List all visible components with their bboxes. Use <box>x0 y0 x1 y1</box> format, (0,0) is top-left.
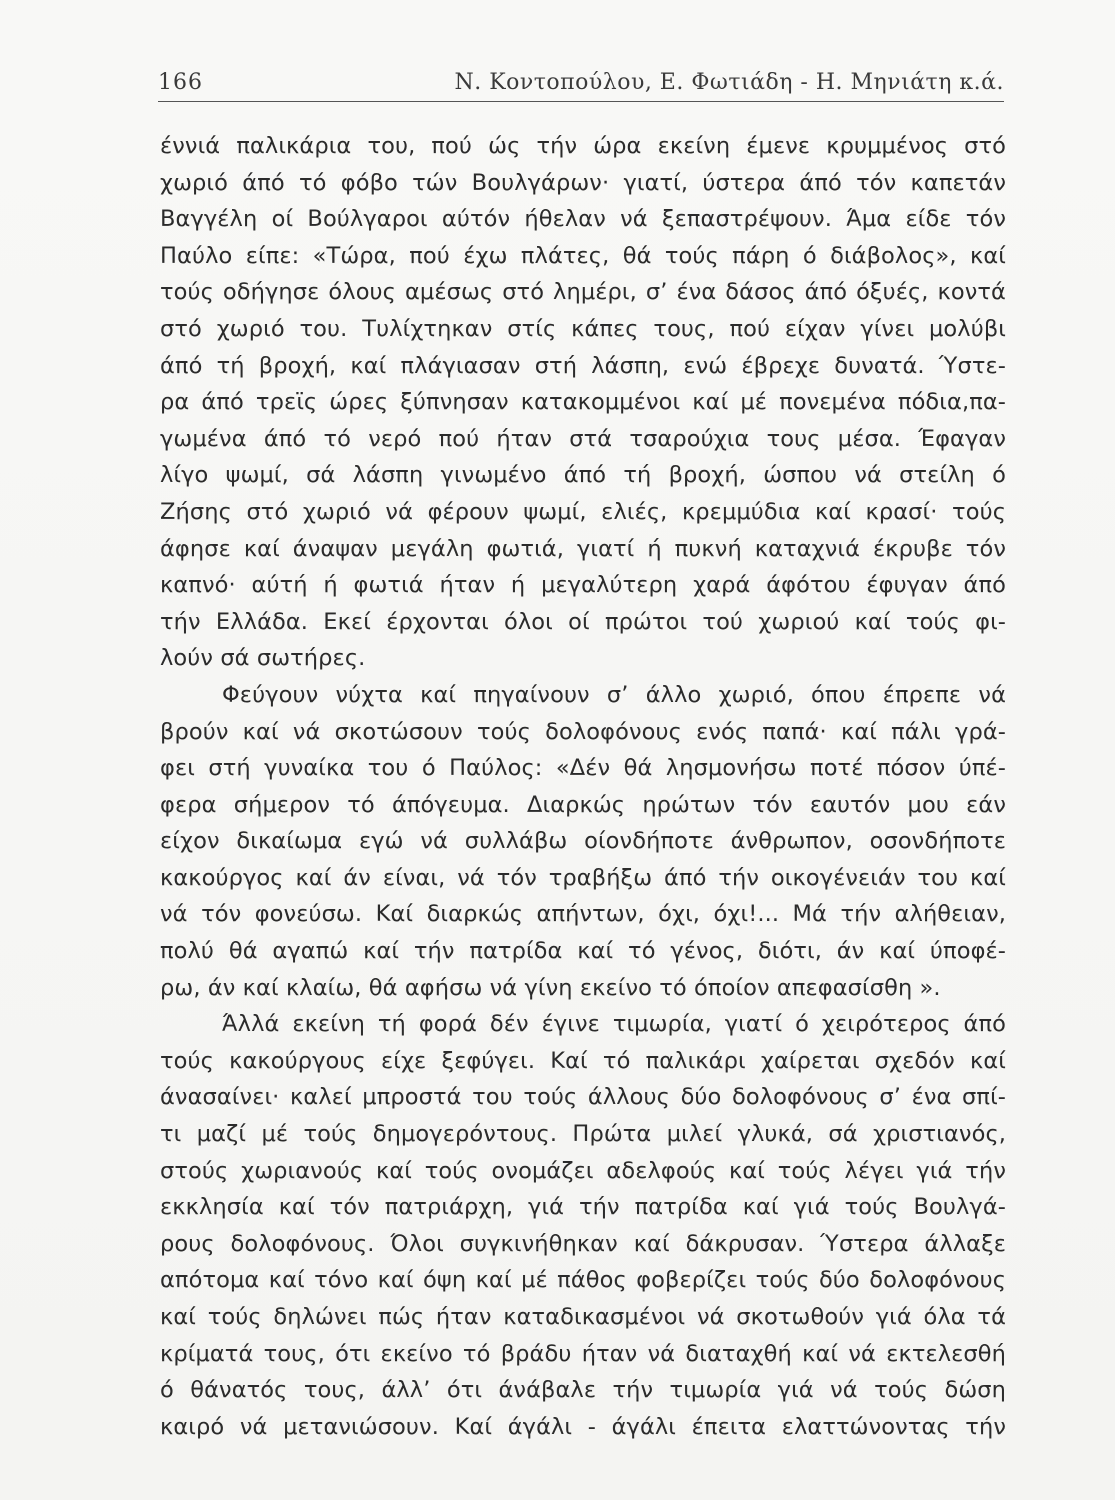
header-authors: Ν. Κοντοπούλου, Ε. Φωτιάδη - Η. Μηνιάτη κ.ά. <box>454 70 1004 95</box>
text-line: στό χωριό του. Τυλίχτηκαν στίς κάπες τους, πού είχαν γίνει μολύβι <box>160 315 1006 342</box>
text-line: γωμένα άπό τό νερό πού ήταν στά τσαρούχια τους μέσα. Έφαγαν <box>160 425 1006 452</box>
text-line: απότομα καί τόνο καί όψη καί μέ πάθος φοβερίζει τούς δύο δολοφόνους <box>160 1267 1006 1294</box>
text-line: Άλλά εκείνη τή φορά δέν έγινε τιμωρία, γιατί ό χειρότερος άπό <box>222 1011 1006 1038</box>
header-rule <box>158 101 1004 102</box>
text-line: καιρό νά μετανιώσουν. Καί άγάλι - άγάλι έπειτα ελαττώνοντας τήν <box>160 1413 1006 1440</box>
text-line: τι μαζί μέ τούς δημογερόντους. Πρώτα μιλεί γλυκά, σά χριστιανός, <box>160 1121 1006 1148</box>
body-text <box>160 128 1006 1445</box>
text-line: Βαγγέλη οί Βούλγαροι αύτόν ήθελαν νά ξεπαστρέψουν. Άμα είδε τόν <box>160 206 1006 233</box>
text-line: άνασαίνει· καλεί μπροστά του τούς άλλους δύο δολοφόνους σ’ ένα σπί- <box>160 1084 1006 1111</box>
text-line: Ζήσης στό χωριό νά φέρουν ψωμί, ελιές, κρεμμύδια καί κρασί· τούς <box>160 498 1006 525</box>
text-line: είχον δικαίωμα εγώ νά συλλάβω οίονδήποτε άνθρωπον, οσονδήποτε <box>160 828 1006 855</box>
text-line: νά τόν φονεύσω. Καί διαρκώς απήντων, όχι, όχι!... Μά τήν αλήθειαν, <box>160 901 1006 928</box>
text-line: ρω, άν καί κλαίω, θά αφήσω νά γίνη εκείνο τό όποίον απεφασίσθη ». <box>160 974 941 1001</box>
text-line: λούν σά σωτήρες. <box>160 645 366 672</box>
text-line: καί τούς δηλώνει πώς ήταν καταδικασμένοι νά σκοτωθούν γιά όλα τά <box>160 1304 1006 1330</box>
text-line: τήν Ελλάδα. Εκεί έρχονται όλοι οί πρώτοι τού χωριού καί τούς φι- <box>160 608 1006 635</box>
page-number: 166 <box>158 70 203 95</box>
text-line: φερα σήμερον τό άπόγευμα. Διαρκώς ηρώτων τόν εαυτόν μου εάν <box>160 791 1006 818</box>
text-line: άπό τή βροχή, καί πλάγιασαν στή λάσπη, ενώ έβρεχε δυνατά. Ύστε- <box>160 352 1006 379</box>
text-line: πολύ θά αγαπώ καί τήν πατρίδα καί τό γένος, διότι, άν καί ύποφέ- <box>160 938 1006 965</box>
text-line: άφησε καί άναψαν μεγάλη φωτιά, γιατί ή πυκνή καταχνιά έκρυβε τόν <box>160 535 1006 562</box>
text-line: φει στή γυναίκα του ό Παύλος: «Δέν θά λησμονήσω ποτέ πόσον ύπέ- <box>160 755 1006 782</box>
text-line: Φεύγουν νύχτα καί πηγαίνουν σ’ άλλο χωριό, όπου έπρεπε νά <box>222 681 1006 708</box>
text-line: τούς οδήγησε όλους αμέσως στό λημέρι, σ’ ένα δάσος άπό όξυές, κοντά <box>160 279 1006 306</box>
text-line: ρα άπό τρεϊς ώρες ξύπνησαν κατακομμένοι καί μέ πονεμένα πόδια,πα- <box>160 389 1006 416</box>
text-line: έννιά παλικάρια του, πού ώς τήν ώρα εκείνη έμενε κρυμμένος στό <box>160 133 1006 159</box>
text-line: εκκλησία καί τόν πατριάρχη, γιά τήν πατρίδα καί γιά τούς Βουλγά- <box>160 1194 1006 1221</box>
text-line: Παύλο είπε: «Τώρα, πού έχω πλάτες, θά τούς πάρη ό διάβολος», καί <box>160 242 1006 269</box>
text-line: κακούργος καί άν είναι, νά τόν τραβήξω άπό τήν οικογένειάν του καί <box>160 864 1006 891</box>
text-line: κρίματά τους, ότι εκείνο τό βράδυ ήταν νά διαταχθή καί νά εκτελεσθή <box>160 1340 1006 1367</box>
text-line: ρους δολοφόνους. Όλοι συγκινήθηκαν καί δάκρυσαν. Ύστερα άλλαξε <box>160 1230 1006 1257</box>
text-line: βρούν καί νά σκοτώσουν τούς δολοφόνους ενός παπά· καί πάλι γρά- <box>160 718 1006 745</box>
text-line: χωριό άπό τό φόβο τών Βουλγάρων· γιατί, ύστερα άπό τόν καπετάν <box>160 169 1006 196</box>
text-line: τούς κακούργους είχε ξεφύγει. Καί τό παλικάρι χαίρεται σχεδόν καί <box>160 1047 1006 1074</box>
running-head <box>158 64 1004 98</box>
text-line: λίγο ψωμί, σά λάσπη γινωμένο άπό τή βροχή, ώσπου νά στείλη ό <box>160 462 1006 489</box>
text-line: στούς χωριανούς καί τούς ονομάζει αδελφούς καί τούς λέγει γιά τήν <box>160 1157 1006 1184</box>
text-line: ό θάνατός τους, άλλ’ ότι άνάβαλε τήν τιμωρία γιά νά τούς δώση <box>160 1377 1006 1404</box>
text-line: καπνό· αύτή ή φωτιά ήταν ή μεγαλύτερη χαρά άφότου έφυγαν άπό <box>160 572 1006 599</box>
